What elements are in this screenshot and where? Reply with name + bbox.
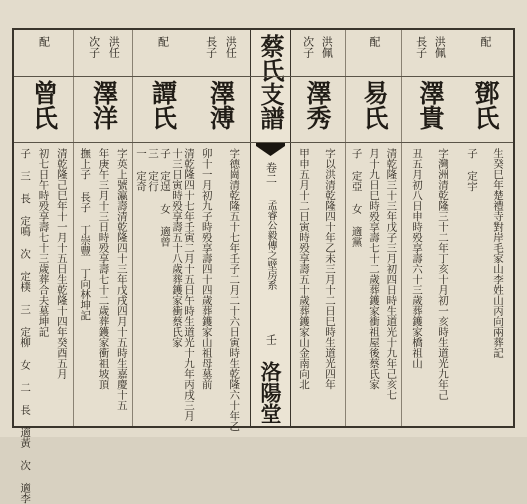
- relation-labels: [289, 36, 345, 74]
- relation-label: 長子: [414, 36, 428, 58]
- center-strip: [250, 30, 291, 426]
- note-line: 三 定行: [147, 148, 159, 192]
- entry-column-zegui: [401, 30, 458, 426]
- biographical-notes: [404, 148, 456, 422]
- entry-column-zeyang: [73, 30, 133, 426]
- relation-labels: [14, 36, 73, 74]
- note-line: 一 定奇: [135, 148, 147, 192]
- note-line: 子 定宇: [466, 148, 478, 192]
- page-number: 壬: [264, 334, 278, 345]
- name-rule: [14, 142, 513, 143]
- note-line: 甲申五月十二日寅時殁享壽五十歲葬鑊家山金南向北: [298, 148, 310, 390]
- note-line: 撫上子 長子 丁崇豐 丁向林坤記: [79, 148, 92, 321]
- person-name: [457, 80, 513, 130]
- relation-label: 洪佩: [320, 36, 334, 58]
- note-line: 生癸巳年楚禮寺對岸毛家山李姓山丙向兩葬記: [492, 148, 504, 358]
- note-line: 年庚午三月十三日時殁享壽七十二歲葬鑊家衝祖坡頂: [97, 148, 110, 390]
- note-line: 子 定逞 女 適曾: [159, 148, 171, 247]
- entry-column-zechun: [191, 30, 250, 432]
- volume-label: 卷二: [264, 162, 278, 184]
- biographical-notes: [459, 148, 511, 422]
- entry-column-tan: [132, 30, 195, 426]
- hall-name: 洛陽堂: [258, 361, 283, 424]
- relation-label: 洪任: [224, 36, 238, 58]
- relation-label: 配: [156, 36, 170, 47]
- relation-labels: [457, 36, 513, 74]
- person-name: [14, 80, 73, 130]
- header-rule: [14, 76, 513, 77]
- fish-tail-mark-icon: [256, 142, 285, 156]
- person-name-text: 澤洋: [89, 80, 119, 130]
- person-name-text: 澤溥: [206, 80, 236, 130]
- note-line: 十三日寅時殁享壽五十八歲葬鑊家衝蔡氏家: [171, 148, 183, 348]
- person-name: [191, 80, 250, 130]
- person-name: [289, 80, 345, 130]
- biographical-notes: [193, 148, 248, 432]
- relation-labels: [346, 36, 402, 74]
- relation-label: 配: [479, 36, 492, 47]
- relation-label: 次子: [87, 36, 101, 58]
- relation-label: 配: [368, 36, 381, 47]
- biographical-notes: [16, 148, 71, 504]
- relation-labels: [191, 36, 250, 74]
- person-name-text: 曾氏: [29, 80, 59, 130]
- relation-label: 洪任: [107, 36, 121, 58]
- note-line: 子 三 長 定鳴 次 定樸 三 定柳 女 二 長 適黃 次 適李: [19, 148, 32, 504]
- note-line: 丑五月初八日申時殁享壽六十三歲葬鑊家橋祖山: [411, 148, 423, 369]
- note-line: 清乾隆四十七年壬寅二月十五日午時生道光十九年丙戌三月: [183, 148, 195, 421]
- note-line: 清乾隆三十三年戊子三月初四日時生道光十九年己亥七: [385, 148, 398, 400]
- page-frame: [12, 28, 515, 504]
- biographical-notes: [348, 148, 400, 422]
- book-title-text: 蔡氏支譜: [256, 34, 285, 130]
- relation-labels: [133, 36, 192, 74]
- biographical-notes: [291, 148, 343, 422]
- section-label: 孟睿公毅傳之壁房系: [265, 200, 276, 290]
- person-name: [74, 80, 133, 130]
- note-line: 卯十一月初九子時殁享壽四十四歲葬鑊家山祖母墓前: [200, 148, 213, 390]
- entry-column-deng: [457, 30, 513, 426]
- relation-label: 長子: [204, 36, 218, 58]
- note-line: 字以洪清乾隆四十年乙未三月十二日巳時生道光四年: [324, 148, 336, 390]
- person-name-text: 譚氏: [148, 80, 178, 130]
- note-line: 初七日午時殁享壽七十三歲葬合夫墓坤記: [37, 148, 50, 337]
- entry-column-yi: [345, 30, 402, 426]
- note-line: 字英上號瀛壽清乾隆四十三年戊戌四月十五時生嘉慶十五: [115, 148, 128, 411]
- entry-column-zexiu: [289, 30, 345, 426]
- biographical-notes: [135, 148, 195, 422]
- relation-label: 配: [37, 36, 51, 47]
- person-name-text: 易氏: [360, 80, 389, 130]
- person-name: [133, 80, 192, 130]
- person-name: [346, 80, 402, 130]
- note-line: 字灣洲清乾隆三十二年丁亥十月初一亥時生道光九年己: [437, 148, 449, 400]
- entry-column-zeng: [14, 30, 73, 504]
- relation-label: 次子: [301, 36, 315, 58]
- note-line: 字德崗清乾隆五十七年壬子二月二十六日寅時生乾隆六十年乙: [228, 148, 241, 432]
- relation-label: 洪佩: [433, 36, 447, 58]
- relation-labels: [402, 36, 458, 74]
- relation-labels: [74, 36, 133, 74]
- left-half: [14, 30, 250, 504]
- person-name: [402, 80, 458, 130]
- person-name-text: 鄧氏: [471, 80, 500, 130]
- biographical-notes: [76, 148, 131, 422]
- person-name-text: 澤秀: [303, 80, 332, 130]
- note-line: 子 定亞 女 適黨: [350, 148, 363, 247]
- note-line: 月十九日巳時殁享壽七十二歲葬鑊家衝祖屋後蔡氏家: [367, 148, 380, 390]
- person-name-text: 澤貴: [416, 80, 445, 130]
- book-title: [251, 34, 290, 130]
- note-line: 清乾隆己巳年十一月十五日生乾隆十四年癸酉五月: [55, 148, 68, 379]
- right-half: [289, 30, 513, 426]
